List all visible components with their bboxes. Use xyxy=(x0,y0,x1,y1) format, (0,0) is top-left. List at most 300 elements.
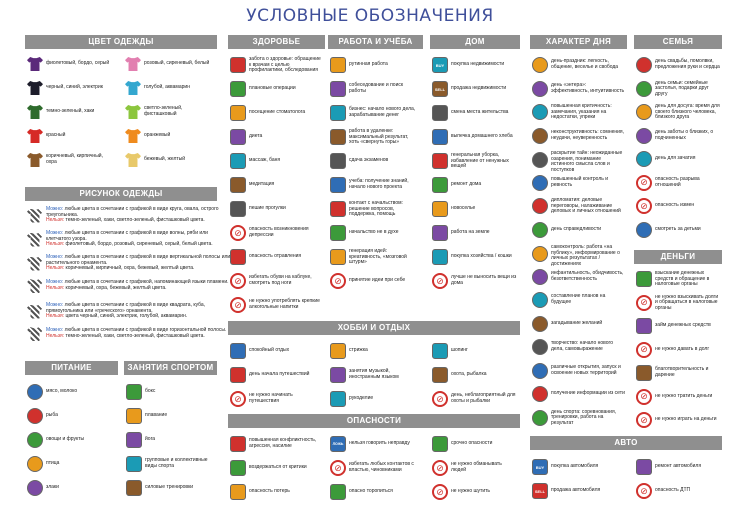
item-label: день спорта: соревнования, тренировки, работа на результат xyxy=(551,408,617,426)
car-item xyxy=(636,459,721,475)
food-item xyxy=(27,384,110,400)
work-icon xyxy=(330,153,346,169)
header-clothes-pattern: РИСУНОК ОДЕЖДЫ xyxy=(25,187,217,201)
prohibition-icon: ⊘ xyxy=(432,484,448,500)
pattern-item xyxy=(27,303,231,320)
health-item xyxy=(230,249,321,265)
item-label: срочно опасности xyxy=(451,440,493,447)
hobby-item xyxy=(432,391,517,407)
allowed-prefix: Можно: xyxy=(46,206,65,212)
day-item xyxy=(532,269,625,285)
allowed-text: любые цвета в сочетании с графикой в виде горизонтальной полосы. xyxy=(64,327,227,334)
hobby-item xyxy=(330,343,419,359)
family-item xyxy=(636,57,721,73)
item-label: день «энтерa»: эффективность, интуитивность xyxy=(551,81,625,94)
home-item xyxy=(432,153,517,170)
car-item xyxy=(636,483,721,499)
money-item xyxy=(636,271,721,288)
hobby-item xyxy=(230,391,321,407)
day-icon xyxy=(532,57,548,73)
food-item xyxy=(27,480,110,496)
family-item xyxy=(636,128,721,144)
patterned-shirt-icon xyxy=(27,327,43,341)
item-label: благотворительность и дарение xyxy=(655,366,709,378)
pattern-item xyxy=(27,255,231,272)
money-item xyxy=(636,295,721,312)
item-label: забота о здоровье: обращение к врачам с целью профилактики, обследования xyxy=(249,56,321,74)
family-item xyxy=(636,151,721,167)
color-item xyxy=(125,129,212,143)
item-label: мясо, молоко xyxy=(46,388,78,395)
work-item xyxy=(330,273,419,289)
hobby-item xyxy=(230,367,321,383)
food-item xyxy=(27,432,110,448)
item-label: опасность возникновения депрессии xyxy=(249,226,309,238)
item-label: посещение стоматолога xyxy=(249,109,306,116)
color-label: темно-зеленый, хаки xyxy=(46,108,95,115)
item-label: опасность измен xyxy=(655,202,695,209)
sell-badge-icon: SELL xyxy=(532,483,548,499)
pattern-text xyxy=(46,280,231,291)
day-icon xyxy=(532,81,548,97)
item-label: покупка недвижимости xyxy=(451,61,505,68)
food-icon xyxy=(27,384,43,400)
home-item xyxy=(432,105,517,121)
item-label: день начала путешествий xyxy=(249,371,310,378)
lie-sign-icon: ЛОЖЬ xyxy=(330,436,346,452)
header-clothes-color: ЦВЕТ ОДЕЖДЫ xyxy=(25,35,217,49)
day-item xyxy=(532,386,625,402)
patterned-shirt-icon xyxy=(27,257,43,271)
item-label: повышенная конфликтность, агрессия, насилие xyxy=(249,437,317,449)
sell-badge-icon: SELL xyxy=(432,81,448,97)
day-icon xyxy=(532,386,548,402)
item-label: день, неблагоприятный для охоты и рыбалки xyxy=(451,392,516,404)
sport-item xyxy=(126,456,209,472)
tshirt-icon xyxy=(27,129,43,143)
home-icon xyxy=(432,201,448,217)
health-item xyxy=(230,225,321,241)
hobby-icon xyxy=(330,343,346,359)
color-item xyxy=(125,57,212,71)
forbidden-prefix: Нельзя: xyxy=(46,285,66,291)
item-label: массаж, баня xyxy=(249,157,281,164)
car-item xyxy=(532,483,625,499)
family-icon xyxy=(636,151,652,167)
forbidden-prefix: Нельзя: xyxy=(46,313,66,320)
forbidden-text: темно-зеленый, хаки, светло-зеленый, фисташковый цвета. xyxy=(65,217,205,224)
work-icon xyxy=(330,249,346,265)
home-item xyxy=(432,273,517,289)
family-icon xyxy=(636,57,652,73)
day-item xyxy=(532,339,625,355)
sport-item xyxy=(126,384,209,400)
allowed-text: любые цвета в сочетании с графикой в виде вертикальной полосы или растительного орнамента. xyxy=(46,254,231,266)
tshirt-icon xyxy=(125,129,141,143)
home-item xyxy=(432,201,517,217)
color-item xyxy=(27,81,114,95)
danger-icon xyxy=(230,484,246,500)
home-item xyxy=(432,129,517,145)
item-label: день семьи: семейные застолья, подарки друг другу xyxy=(655,79,709,97)
color-label: коричневый, кирпичный, охра xyxy=(46,153,103,165)
family-item xyxy=(636,222,721,238)
item-label: избегать обуви на каблуке, смотреть под ноги xyxy=(249,274,312,286)
work-item xyxy=(330,249,419,266)
home-item xyxy=(432,81,517,97)
prohibition-icon: ⊘ xyxy=(636,295,652,311)
sport-icon xyxy=(126,408,142,424)
family-icon xyxy=(636,128,652,144)
item-label: покупка автомобиля xyxy=(551,463,599,470)
work-item xyxy=(330,57,419,73)
item-label: рутинная работа xyxy=(349,61,388,68)
color-label: черный, синий, электрик xyxy=(46,84,103,91)
buy-badge-icon: BUY xyxy=(432,57,448,73)
work-icon xyxy=(330,201,346,217)
prohibition-icon: ⊘ xyxy=(330,460,346,476)
family-icon xyxy=(636,104,652,120)
money-item xyxy=(636,365,721,381)
pattern-text xyxy=(46,207,231,224)
food-icon xyxy=(27,456,43,472)
hobby-icon xyxy=(230,343,246,359)
pattern-text xyxy=(46,303,231,320)
work-item xyxy=(330,225,419,241)
allowed-prefix: Можно: xyxy=(46,279,65,286)
food-icon xyxy=(27,408,43,424)
day-icon xyxy=(532,152,548,168)
home-icon xyxy=(432,129,448,145)
tshirt-icon xyxy=(27,57,43,71)
hobby-item xyxy=(330,367,419,383)
family-item xyxy=(636,104,721,121)
prohibition-icon: ⊘ xyxy=(432,460,448,476)
item-label: различные открытия, запуск и освоение новых территорий xyxy=(551,363,621,376)
color-label: бежевый, желтый xyxy=(144,156,186,163)
item-label: смена места жительства xyxy=(451,109,509,116)
item-label: творчество: начало нового дела, самовыражение xyxy=(551,340,614,352)
food-icon xyxy=(27,432,43,448)
pattern-item xyxy=(27,327,231,341)
forbidden-text: коричневый, кирпичный, охра, бежевый, желтый цвета. xyxy=(65,265,195,272)
danger-item xyxy=(230,484,321,500)
forbidden-text: коричневый, охра, бежевый, желтый цвета. xyxy=(65,285,167,291)
color-label: светло-зеленый, фисташковый xyxy=(144,105,183,117)
money-item xyxy=(636,389,721,405)
car-icon xyxy=(636,459,652,475)
health-item xyxy=(230,129,321,145)
item-label: генерация идей: креативность, «мозговой штурм» xyxy=(349,248,407,266)
danger-item xyxy=(330,460,419,476)
header-food: ПИТАНИЕ xyxy=(25,361,118,375)
prohibition-icon: ⊘ xyxy=(432,391,448,407)
item-label: день для зачатия xyxy=(655,155,696,162)
allowed-prefix: Можно: xyxy=(46,254,65,260)
day-icon xyxy=(532,292,548,308)
item-label: работа на земле xyxy=(451,229,490,236)
home-item xyxy=(432,249,517,265)
tshirt-icon xyxy=(125,57,141,71)
item-label: рыба xyxy=(46,412,58,419)
food-icon xyxy=(27,480,43,496)
pattern-text xyxy=(46,328,231,339)
day-icon xyxy=(532,339,548,355)
hobby-item xyxy=(330,391,419,407)
work-item xyxy=(330,129,419,146)
money-icon xyxy=(636,318,652,334)
danger-item xyxy=(432,484,517,500)
item-label: раскрытие тайн: неожиданные озарения, понимание истинного смысла слов и поступков xyxy=(551,150,623,173)
allowed-text: любые цвета в сочетании с графикой в виде круга, овала, острого треугольника. xyxy=(46,206,219,218)
prohibition-icon: ⊘ xyxy=(636,389,652,405)
header-day: ХАРАКТЕР ДНЯ xyxy=(530,35,627,49)
danger-item xyxy=(330,484,419,500)
item-label: овощи и фрукты xyxy=(46,436,85,443)
page-title: УСЛОВНЫЕ ОБОЗНАЧЕНИЯ xyxy=(246,6,494,26)
day-item xyxy=(532,81,625,97)
allowed-prefix: Можно: xyxy=(46,327,65,334)
day-icon xyxy=(532,316,548,332)
hobby-icon xyxy=(432,367,448,383)
money-item xyxy=(636,412,721,428)
item-label: стрижка xyxy=(349,347,368,354)
item-label: нельзя говорить неправду xyxy=(349,440,410,447)
pattern-item xyxy=(27,279,231,293)
family-item xyxy=(636,175,721,191)
forbidden-prefix: Нельзя: xyxy=(46,333,66,339)
day-item xyxy=(532,128,625,144)
health-icon xyxy=(230,153,246,169)
home-icon xyxy=(432,105,448,121)
item-label: бокс xyxy=(145,388,156,395)
item-label: не нужно шутить xyxy=(451,488,491,495)
car-item xyxy=(532,459,625,475)
day-icon xyxy=(532,128,548,144)
item-label: продажа автомобиля xyxy=(551,487,601,494)
allowed-text: любые цвета в сочетании с графикой, напоминающей языки пламени. xyxy=(64,279,229,286)
header-sport: ЗАНЯТИЯ СПОРТОМ xyxy=(124,361,217,375)
health-item xyxy=(230,153,321,169)
health-icon xyxy=(230,57,246,73)
color-label: розовый, сиреневый, белый xyxy=(144,60,210,67)
item-label: повышенная критичность: замечания, указания на недостатки, упреки xyxy=(551,103,612,121)
day-item xyxy=(532,150,625,173)
color-item xyxy=(27,129,114,143)
item-label: воздержаться от критики xyxy=(249,464,307,471)
prohibition-icon: ⊘ xyxy=(230,225,246,241)
home-icon xyxy=(432,177,448,193)
item-label: новоселье xyxy=(451,205,476,212)
item-label: шопинг xyxy=(451,347,468,354)
item-label: сдача экзаменов xyxy=(349,157,389,164)
sport-item xyxy=(126,480,209,496)
patterned-shirt-icon xyxy=(27,305,43,319)
item-label: дипломатия: деловые переговоры, налаживание деловых и личных отношений xyxy=(551,197,621,215)
prohibition-icon: ⊘ xyxy=(432,273,448,289)
allowed-text: любые цвета в сочетании с графикой в виде волны, ряби или клетчатого узора. xyxy=(46,230,208,242)
danger-item xyxy=(432,460,517,476)
family-icon xyxy=(636,81,652,97)
forbidden-text: темно-зеленый, хаки, светло-зеленый, фисташковый цвета. xyxy=(65,333,205,339)
item-label: получение информации из сети xyxy=(551,390,625,397)
allowed-text: любые цвета в сочетании с графикой в виде квадрата, куба, прямоугольника или «греческого» орнамента. xyxy=(46,302,206,314)
color-item xyxy=(27,105,114,119)
item-label: генеральная уборка, избавление от ненужных вещей xyxy=(451,152,509,170)
tshirt-icon xyxy=(27,105,43,119)
danger-item xyxy=(432,436,517,452)
work-icon xyxy=(330,177,346,193)
color-label: красный xyxy=(46,132,66,139)
forbidden-text: цвета черный, синий, электрик, голубой, аквамарин. xyxy=(65,313,188,320)
item-label: учеба: получение знаний, начало нового проекта xyxy=(349,178,409,190)
header-health: ЗДОРОВЬЕ xyxy=(228,35,325,49)
home-icon xyxy=(432,153,448,169)
patterned-shirt-icon xyxy=(27,233,43,247)
health-item xyxy=(230,177,321,193)
health-icon xyxy=(230,177,246,193)
header-family: СЕМЬЯ xyxy=(634,35,722,49)
patterned-shirt-icon xyxy=(27,209,43,223)
prohibition-icon: ⊘ xyxy=(636,342,652,358)
item-label: опасность разрыва отношений xyxy=(655,175,700,188)
header-money: ДЕНЬГИ xyxy=(634,250,722,264)
day-icon xyxy=(532,222,548,238)
sport-icon xyxy=(126,456,142,472)
item-label: опасность потерь xyxy=(249,488,290,495)
color-item xyxy=(125,81,212,95)
item-label: ремонт дома xyxy=(451,181,482,188)
item-label: займ денежных средств xyxy=(655,322,711,329)
health-item xyxy=(230,201,321,217)
day-item xyxy=(532,175,625,191)
item-label: спокойный отдых xyxy=(249,347,290,354)
home-icon xyxy=(432,249,448,265)
item-label: день свадьбы, помолвки, предложения руки и сердца xyxy=(655,58,720,70)
color-label: голубой, аквамарин xyxy=(144,84,190,91)
pattern-item xyxy=(27,231,231,248)
item-label: медитация xyxy=(249,181,275,188)
hobby-item xyxy=(432,367,517,383)
item-label: не нужно тратить деньги xyxy=(655,392,713,399)
tshirt-icon xyxy=(125,81,141,95)
home-item xyxy=(432,57,517,73)
family-icon xyxy=(636,222,652,238)
sport-icon xyxy=(126,480,142,496)
item-label: день заботы о близких, о подчиненных xyxy=(655,128,714,141)
prohibition-icon: ⊘ xyxy=(230,391,246,407)
item-label: собеседование и поиск работы xyxy=(349,82,404,94)
hobby-item xyxy=(432,343,517,359)
prohibition-icon: ⊘ xyxy=(330,273,346,289)
header-hobby: ХОББИ И ОТДЫХ xyxy=(228,321,520,335)
forbidden-text: фиолетовый, бордо, розовый, сиреневый, серый, белый цвета. xyxy=(65,241,213,248)
buy-badge-icon: BUY xyxy=(532,459,548,475)
forbidden-prefix: Нельзя: xyxy=(46,217,66,224)
danger-icon xyxy=(330,484,346,500)
color-item xyxy=(27,57,114,71)
health-icon xyxy=(230,129,246,145)
header-work: РАБОТА И УЧЁБА xyxy=(328,35,423,49)
item-label: лучше не выносить вещи из дома xyxy=(451,274,517,286)
work-item xyxy=(330,81,419,97)
item-label: взыскание денежных средств и обращение в налоговые органы xyxy=(655,270,710,288)
item-label: принятие идеи при себе xyxy=(349,277,406,284)
item-label: не нужно давать в долг xyxy=(655,345,710,352)
hobby-item xyxy=(230,343,321,359)
item-label: опасность отравления xyxy=(249,253,302,260)
money-icon xyxy=(636,365,652,381)
health-item xyxy=(230,57,321,74)
health-item xyxy=(230,297,321,313)
day-item xyxy=(532,410,625,427)
sport-item xyxy=(126,408,209,424)
work-item xyxy=(330,177,419,193)
item-label: инфантильность, обидчивость, безответственность xyxy=(551,269,624,282)
home-item xyxy=(432,225,517,241)
sport-icon xyxy=(126,432,142,448)
day-item xyxy=(532,292,625,308)
item-label: не нужно начинать путешествия xyxy=(249,392,293,404)
danger-icon xyxy=(230,460,246,476)
food-item xyxy=(27,456,110,472)
family-item xyxy=(636,81,721,98)
tshirt-icon xyxy=(125,153,141,167)
day-item xyxy=(532,222,625,238)
item-label: избегать любых контактов с властью, чиновниками xyxy=(349,461,414,473)
item-label: смотреть за детьми xyxy=(655,225,701,232)
item-label: бизнес: начало нового дела, зарабатывание денег xyxy=(349,106,416,118)
day-item xyxy=(532,104,625,121)
work-icon xyxy=(330,105,346,121)
item-label: выпечка домашнего хлеба xyxy=(451,133,513,140)
item-label: занятия музыкой, иностранным языком xyxy=(349,368,399,380)
danger-item xyxy=(230,436,321,452)
allowed-prefix: Можно: xyxy=(46,230,65,236)
item-label: контакт с начальством: решение вопросов, поддержка, помощь xyxy=(349,200,403,218)
day-icon xyxy=(532,269,548,285)
item-label: охота, рыбалка xyxy=(451,371,487,378)
prohibition-icon: ⊘ xyxy=(636,412,652,428)
work-item xyxy=(330,153,419,169)
item-label: не нужно обманывать людей xyxy=(451,461,502,473)
item-label: плавание xyxy=(145,412,168,419)
item-label: самоконтроль: работа «на публику», информирование о личных результатах / достижениях xyxy=(551,244,620,267)
day-icon xyxy=(532,175,548,191)
item-label: силовые тренировки xyxy=(145,484,194,491)
tshirt-icon xyxy=(125,105,141,119)
tshirt-icon xyxy=(27,153,43,167)
item-label: продажа недвижимости xyxy=(451,85,507,92)
item-label: не нужно взыскивать долги и обращаться в налоговые органы xyxy=(655,293,719,311)
health-icon xyxy=(230,249,246,265)
home-icon xyxy=(432,225,448,241)
item-label: птица xyxy=(46,460,60,467)
health-item xyxy=(230,105,321,121)
prohibition-icon: ⊘ xyxy=(230,273,246,289)
item-label: не нужно употреблять крепкие алкогольные напитки xyxy=(249,298,320,310)
item-label: групповые и коллективные виды спорта xyxy=(145,457,208,469)
color-label: фиолетовый, бордо, серый xyxy=(46,60,110,67)
work-icon xyxy=(330,57,346,73)
item-label: повышенный контроль и ревность xyxy=(551,175,609,188)
header-danger: ОПАСНОСТИ xyxy=(228,414,520,428)
pattern-text xyxy=(46,231,231,248)
money-item xyxy=(636,342,721,358)
forbidden-prefix: Нельзя: xyxy=(46,265,66,272)
family-item xyxy=(636,198,721,214)
day-icon xyxy=(532,246,548,262)
